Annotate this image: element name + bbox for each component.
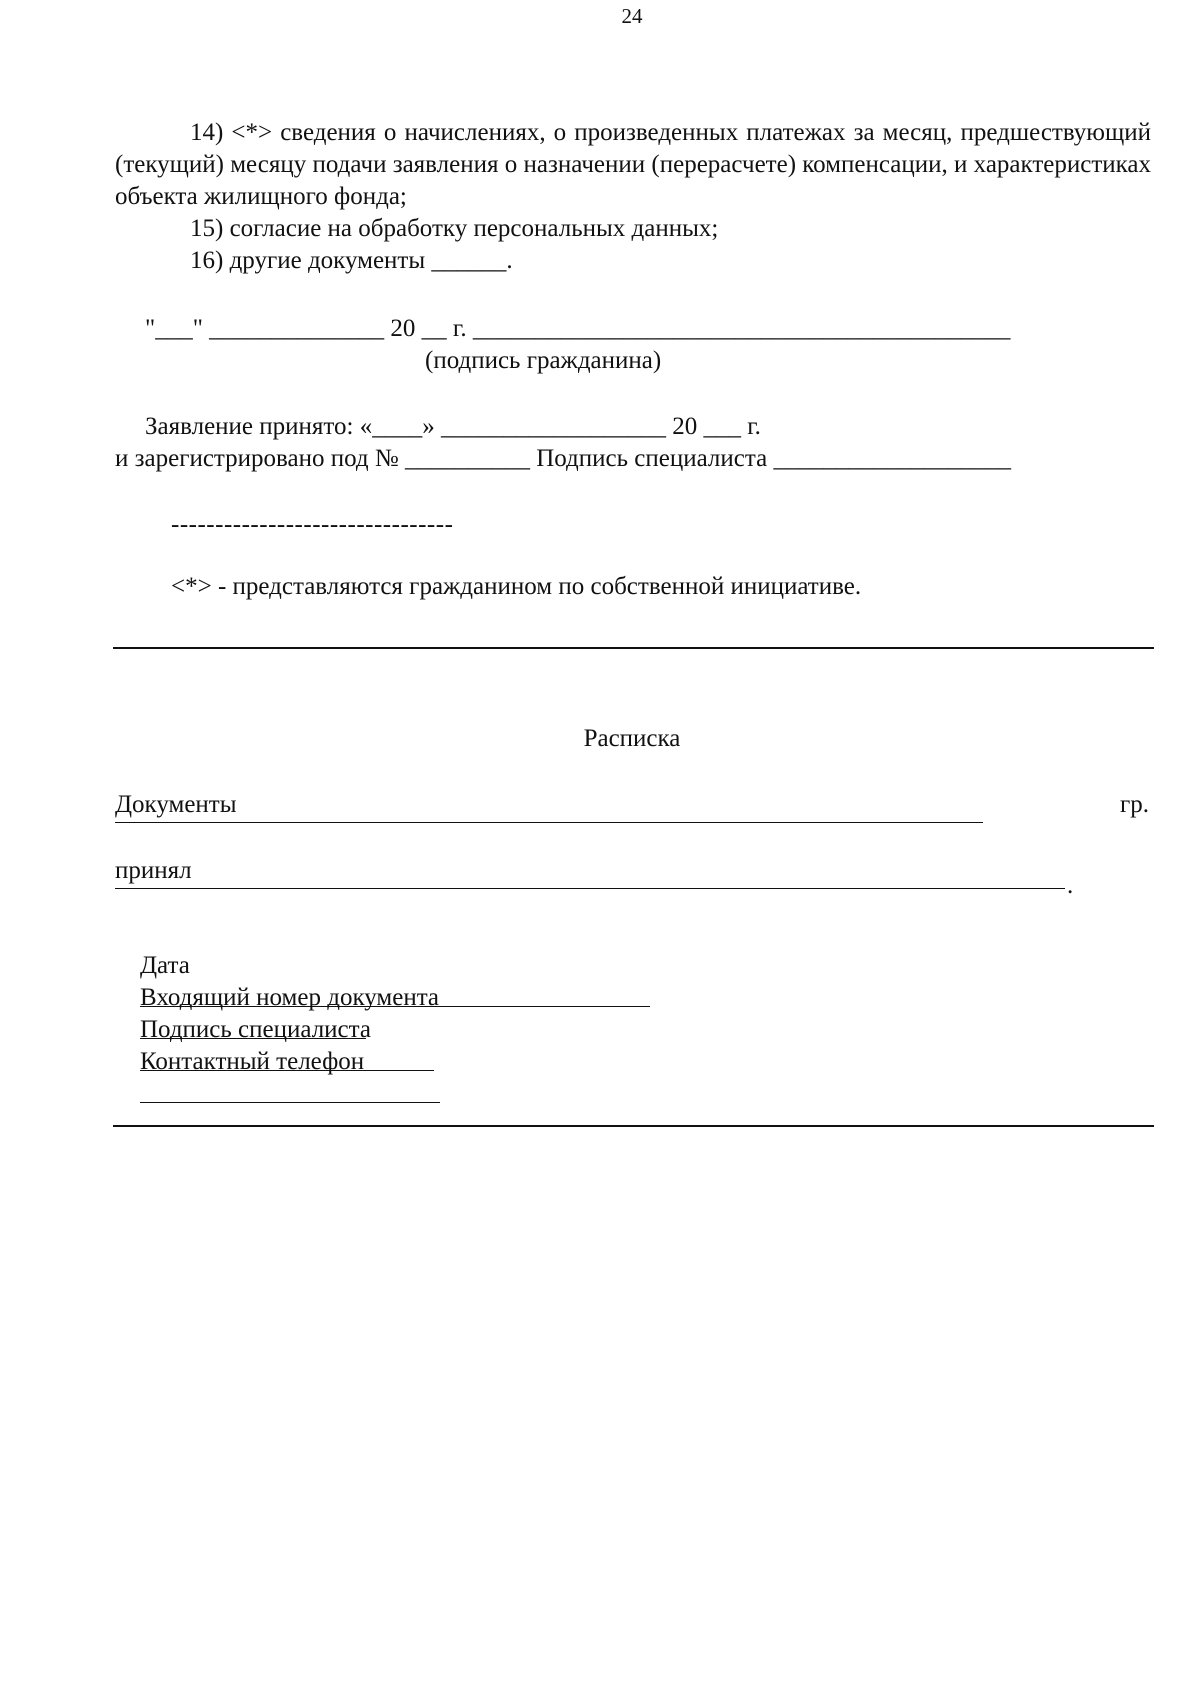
- divider-bottom: [113, 1125, 1154, 1127]
- incoming-number-label: Входящий номер документа: [140, 984, 440, 1011]
- date-label: Дата: [140, 952, 190, 979]
- registration-line: и зарегистрировано под № __________ Подпись специалиста ___________________: [115, 445, 1011, 472]
- list-item-14: 14) <*> сведения о начислениях, о произведенных платежах за месяц, предшествующий (текущий) месяцу подачи заявления о назначении (перерасчете) компенсации, и характеристиках объекта жилищного фонда;: [115, 119, 1151, 210]
- citizen-name-line: [115, 822, 983, 823]
- list-item-15: 15) согласие на обработку персональных данных;: [190, 215, 719, 242]
- acceptance-line: Заявление принято: «____» __________________ 20 ___ г.: [145, 413, 761, 440]
- specialist-signature-label: Подпись специалиста: [140, 1016, 371, 1043]
- accepted-end-dot: .: [1067, 872, 1074, 899]
- footnote-separator: --------------------------------: [171, 511, 454, 538]
- list-item-16: 16) другие документы ______.: [190, 247, 513, 274]
- citizen-label: гр.: [1120, 791, 1150, 818]
- phone-label: Контактный телефон: [140, 1048, 365, 1075]
- divider-top: [113, 647, 1154, 649]
- accepted-by-line: [115, 888, 1065, 889]
- receipt-title: Расписка: [583, 725, 681, 752]
- footnote-text: <*> - представляются гражданином по собственной инициативе.: [171, 573, 862, 600]
- signature-date-line: "___" ______________ 20 __ г. ___________________________________________: [145, 315, 1011, 342]
- accepted-label: принял: [115, 857, 192, 884]
- phone-field: [140, 1078, 440, 1103]
- documents-label: Документы: [115, 791, 237, 818]
- signature-caption: (подпись гражданина): [425, 347, 662, 374]
- page-number: 24: [621, 4, 643, 28]
